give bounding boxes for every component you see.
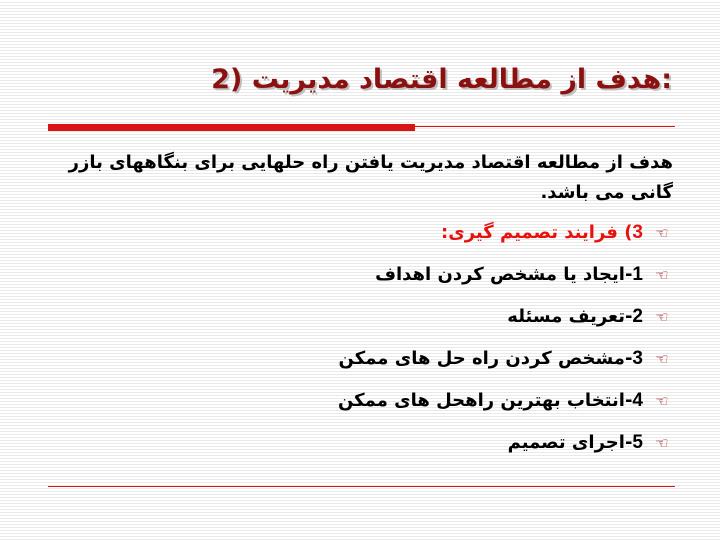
bullet-list <box>33 212 673 464</box>
bullet-number: 5 <box>632 432 643 453</box>
pointing-hand-icon: ☜ <box>655 434 669 452</box>
bullet-text: -انتخاب بهترین راهحل های ممکن <box>337 390 633 411</box>
bullet-number: 3 <box>632 348 643 369</box>
pointing-hand-icon: ☜ <box>655 266 669 284</box>
bullet-text: -ایجاد یا مشخص کردن اهداف <box>375 264 633 285</box>
pointing-hand-icon: ☜ <box>655 350 669 368</box>
bullet-number: 4 <box>632 390 643 411</box>
bullet-item-step-5 <box>33 422 673 464</box>
bullet-text: -تعریف مسئله <box>507 306 633 327</box>
bullet-text: ) فرایند تصمیم گیری: <box>441 222 633 243</box>
bullet-text: -اجرای تصمیم <box>507 432 633 453</box>
title-accent-bar <box>48 124 415 131</box>
pointing-hand-icon: ☜ <box>655 308 669 326</box>
bullet-item-step-1 <box>33 254 673 296</box>
bullet-number: 1 <box>632 264 643 285</box>
title-divider-line <box>415 126 675 127</box>
footer-divider-line <box>48 486 675 487</box>
pointing-hand-icon: ☜ <box>655 392 669 410</box>
bullet-item-step-4 <box>33 380 673 422</box>
bullet-number: 2 <box>632 306 643 327</box>
slide-content <box>33 148 673 464</box>
bullet-item-step-3 <box>33 338 673 380</box>
bullet-text: -مشخص کردن راه حل های ممکن <box>338 348 633 369</box>
intro-paragraph: هدف از مطالعه اقتصاد مدیریت یافتن راه حلهایی برای بنگاههای بازر گانی می باشد. <box>68 152 673 203</box>
bullet-number: 3 <box>632 222 643 243</box>
pointing-hand-icon: ☜ <box>655 224 669 242</box>
bullet-item-step-2 <box>33 296 673 338</box>
slide-title: :هدف از مطالعه اقتصاد مدیریت (2 <box>211 64 672 95</box>
bullet-item-decision-process <box>33 212 673 254</box>
